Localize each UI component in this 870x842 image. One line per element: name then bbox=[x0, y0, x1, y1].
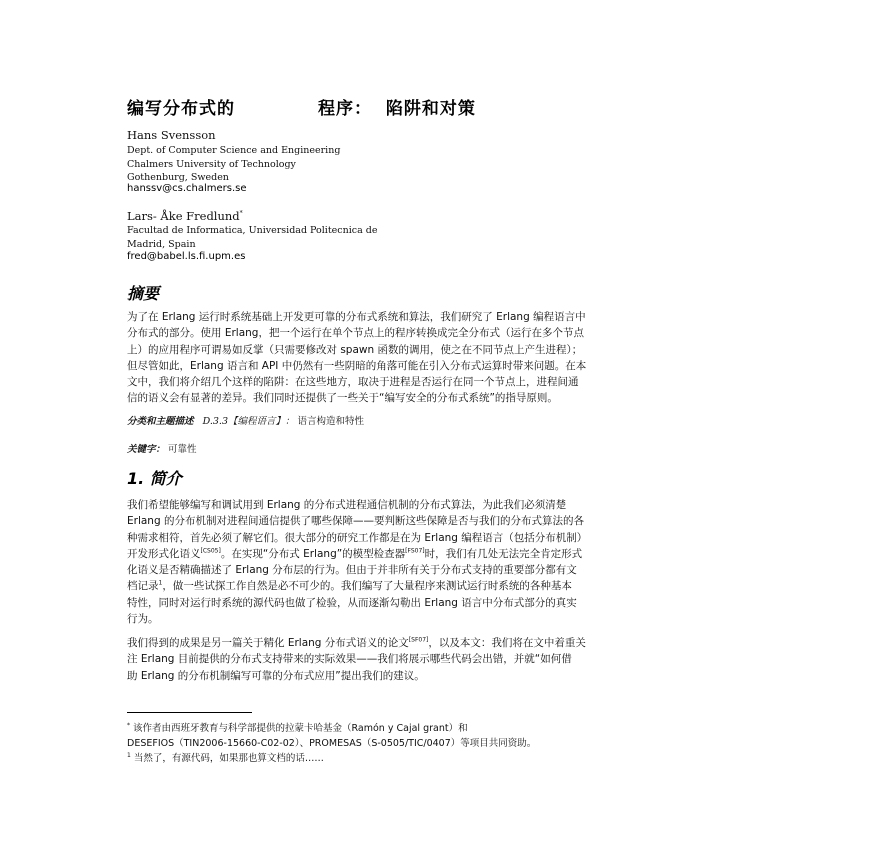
intro-text: ，以及本文：我们将在文中着重关 bbox=[428, 637, 586, 649]
keywords-line bbox=[127, 441, 197, 455]
paper-title: 编写分布式的 程序： 陷阱和对策 bbox=[127, 99, 476, 119]
section-heading-intro: 1. 简介 bbox=[127, 469, 182, 488]
author-name-2-text: Lars- Åke Fredlund bbox=[127, 209, 240, 223]
author-name-1: Hans Svensson bbox=[127, 128, 216, 142]
footnote-marker-star: * bbox=[239, 210, 243, 218]
keywords-label: 关键字： bbox=[127, 444, 166, 455]
footnote-1-marker: 1 bbox=[127, 751, 131, 759]
intro-line: 行为。 bbox=[127, 613, 159, 626]
abstract-body bbox=[127, 309, 747, 407]
footnote-text-cont: DESEFIOS（TIN2006-15660-C02-02）、PROMESAS（S-0505/TIC/0407）等项目共同资助。 bbox=[127, 738, 537, 749]
intro-text: 时，我们有几处无法完全肯定形式 bbox=[424, 547, 583, 560]
intro-line-citation bbox=[127, 635, 747, 651]
affiliation-line: Gothenburg, Sweden bbox=[127, 172, 229, 183]
footnote-marker-1: 1 bbox=[158, 579, 163, 587]
footnote-star-marker: * bbox=[127, 721, 130, 729]
author-affiliation-1 bbox=[127, 144, 340, 185]
intro-text: ，做一些试探工作自然是必不可少的。我们编写了大量程序来测试运行时系统的各种基本 bbox=[162, 580, 572, 593]
intro-line-citations bbox=[127, 546, 747, 562]
classification-code: D.3.3【编程语言】： bbox=[202, 416, 295, 427]
intro-text: 我们得到的成果是另一篇关于精化 Erlang 分布式语义的论文 bbox=[127, 637, 409, 649]
author-name-2 bbox=[127, 209, 243, 223]
citation-cs05: [CS05] bbox=[200, 547, 221, 555]
intro-line: 种需求相符，首先必须了解它们。很大部分的研究工作都是在为 Erlang 编程语言（包括分布机制） bbox=[127, 531, 588, 544]
abstract-line: 但尽管如此，Erlang 语言和 API 中仍然有一些阴暗的角落可能在引入分布式运算时带来问题。在本 bbox=[127, 359, 587, 372]
footnotes bbox=[127, 721, 536, 766]
author-email-1: hanssv@cs.chalmers.se bbox=[127, 183, 247, 194]
citation-sf07: [SF07] bbox=[408, 636, 429, 644]
affiliation-line: Facultad de Informatica, Universidad Politecnica de bbox=[127, 225, 378, 236]
abstract-line: 文中，我们将介绍几个这样的陷阱：在这些地方，取决于进程是否运行在同一个节点上，进程间通 bbox=[127, 376, 579, 389]
intro-text: 。在实现“分布式 Erlang”的模型检查器 bbox=[220, 547, 406, 560]
classification-text: 语言构造和特性 bbox=[297, 416, 365, 427]
intro-line: Erlang 的分布机制对进程间通信提供了哪些保障——要判断这些保障是否与我们的分布式算法的各 bbox=[127, 515, 584, 528]
author-affiliation-2 bbox=[127, 224, 377, 251]
footnote-star bbox=[127, 721, 536, 736]
intro-line: 化语义是否精确描述了 Erlang 分布层的行为。但由于并非所有关于分布式支持的重要部分都有文 bbox=[127, 564, 577, 577]
intro-line: 我们希望能够编写和调试用到 Erlang 的分布式进程通信机制的分布式算法，为此我们必须清楚 bbox=[127, 499, 567, 511]
affiliation-line: Madrid, Spain bbox=[127, 238, 196, 250]
abstract-line: 信的语义会有显著的差异。我们同时还提供了一些关于“编写安全的分布式系统”的指导原则。 bbox=[127, 392, 558, 405]
keywords-text: 可靠性 bbox=[168, 444, 197, 455]
classification-line bbox=[127, 413, 364, 427]
intro-text: 档记录 bbox=[127, 580, 159, 593]
intro-line: 助 Erlang 的分布机制编写可靠的分布式应用”提出我们的建议。 bbox=[127, 669, 425, 682]
affiliation-line: Dept. of Computer Science and Engineering bbox=[127, 145, 341, 156]
author-email-2: fred@babel.ls.fi.upm.es bbox=[127, 251, 246, 262]
footnote-text: 当然了，有源代码，如果那也算文档的话…… bbox=[133, 753, 324, 764]
citation-fs07: [FS07] bbox=[405, 547, 425, 555]
intro-line-footnote bbox=[127, 578, 747, 594]
footnote-text: 该作者由西班牙教育与科学部提供的拉蒙卡哈基金（Ramón y Cajal grant）和 bbox=[133, 723, 468, 734]
abstract-heading: 摘要 bbox=[127, 284, 160, 303]
footnote-separator bbox=[127, 712, 252, 713]
intro-line: 特性，同时对运行时系统的源代码也做了检验，从而逐渐勾勒出 Erlang 语言中分布式部分的真实 bbox=[127, 596, 577, 609]
abstract-line: 为了在 Erlang 运行时系统基础上开发更可靠的分布式系统和算法，我们研究了 Erlang 编程语言中 bbox=[127, 311, 586, 323]
abstract-line: 分布式的部分。使用 Erlang，把一个运行在单个节点上的程序转换成完全分布式（运行在多个节点 bbox=[127, 327, 584, 340]
abstract-line: 上）的应用程序可谓易如反掌（只需要修改对 spawn 函数的调用，使之在不同节点上产生进程）； bbox=[127, 343, 583, 356]
intro-line: 注 Erlang 目前提供的分布式支持带来的实际效果——我们将展示哪些代码会出错，并就“如何借 bbox=[127, 653, 572, 666]
footnote-1 bbox=[127, 751, 536, 766]
intro-text: 开发形式化语义 bbox=[127, 547, 201, 560]
intro-paragraph-1 bbox=[127, 497, 747, 627]
affiliation-line: Chalmers University of Technology bbox=[127, 158, 296, 170]
classification-label: 分类和主题描述 bbox=[127, 416, 194, 427]
intro-paragraph-2 bbox=[127, 635, 747, 684]
